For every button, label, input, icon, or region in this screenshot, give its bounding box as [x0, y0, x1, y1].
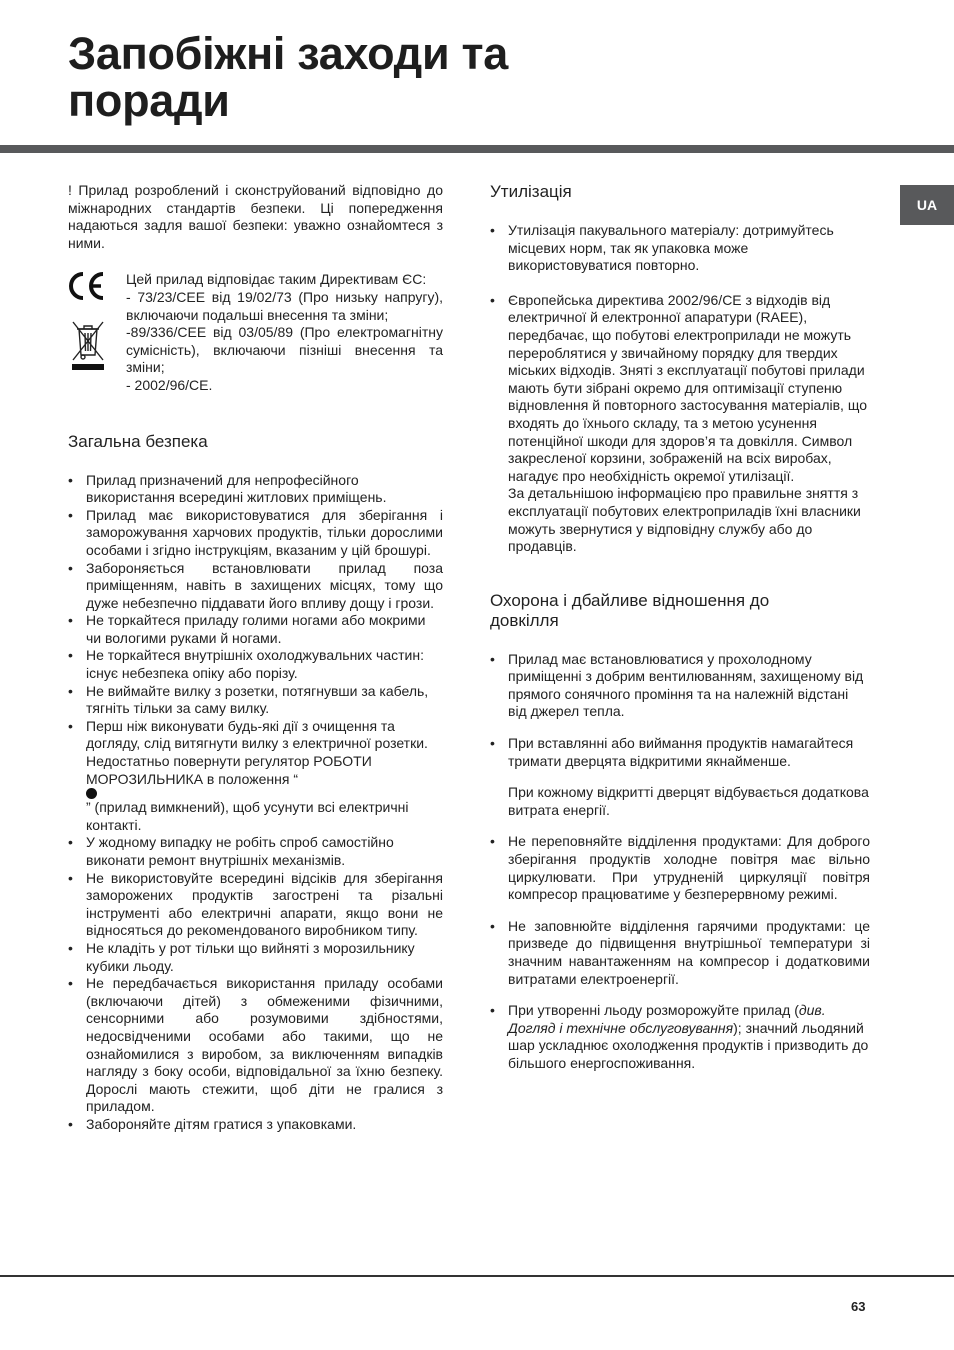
environment-list: [490, 651, 870, 1073]
list-item-text: Перш ніж виконувати будь-які дії з очищення та догляду, слід витягнути вилку з електричної розетки. Недостатньо повернути регулятор РОБОТИ МОРОЗИЛЬНИКА в положення “: [86, 717, 428, 787]
list-item: • Не передбачається використання приладу особами (включаючи дітей) з обмеженими фізичними, сенсорними або розумовими здібностями, недосвідченими особами або такими, що не ознайомилися з виробом, за виключенням випадків нагляду з боку особи, відповідальної за їхню безпеку. Дорослі мають стежити, щоб діти не гралися з приладом.: [68, 975, 443, 1116]
list-item: • Не кладіть у рот тільки що вийняті з морозильнику кубики льоду.: [68, 940, 443, 975]
list-item-text: При утворенні льоду розморожуйте прилад (: [508, 1002, 799, 1019]
header-divider: [0, 145, 954, 153]
list-item: • Прилад має використовуватися для зберігання і заморожування харчових продуктів, тільки дорослими особами і згідно інструкціям, вказаним у цій брошурі.: [68, 507, 443, 560]
list-item-text: ); значний льодяний шар ускладнює охолодження продуктів і призводить до більшого енергоспоживання.: [508, 1019, 869, 1071]
off-position-dot-icon: [86, 788, 97, 799]
page-title: [68, 30, 508, 124]
disposal-list: [490, 222, 870, 556]
section-heading-general-safety: Загальна безпека: [68, 431, 208, 451]
left-column: [68, 182, 443, 1134]
list-item: • Європейська директива 2002/96/CE з відходів від електричної й електронної апаратури (RAEE), передбачає, що побутові електроприлади не можуть перероблятися у звичайному порядку для твердих міських відходів. Зняті з експлуатації побутові прилади мають бути зібрані окремо для оптимізації ступеню відновлення й повторного застосування матеріалів, що входять до їхнього складу, та з метою усунення потенційної шкоди для здоров’я та довкілля. Символ закресленої корзини, зображеній на всіх виробах, нагадує про необхідність окремої утилізації. За детальнішою інформацією про правильне зняття з експлуатації побутових електроприладів їхні власники можуть звернутися у відповідну службу або до продавців.: [490, 292, 870, 556]
ce-mark-icon: [68, 271, 106, 301]
list-item: [490, 1002, 870, 1072]
certification-text: [126, 271, 443, 394]
directive-line: - 2002/96/CE.: [126, 376, 213, 393]
list-item: • Не заповнюйте відділення гарячими продуктами: це призведе до підвищення внутрішньої температури зі значним навантаженням на компресор і додатковими витратами електроенергії.: [490, 918, 870, 988]
section-heading-environment: Охорона і дбайливе відношення до довкілля: [490, 590, 770, 630]
list-item: • Утилізація пакувального матеріалу: дотримуйтесь місцевих норм, так як упаковка може використовуватися повторно.: [490, 222, 870, 275]
list-item: • Забороняйте дітям гратися з упаковками.: [68, 1116, 443, 1134]
directive-line: Цей прилад відповідає таким Директивам ЄС:: [126, 271, 427, 288]
page-title-line-1: Запобіжні заходи та: [68, 28, 508, 79]
language-tab: UA: [900, 185, 954, 225]
general-safety-list: [68, 472, 443, 1134]
list-item: • Забороняється встановлювати прилад поза приміщенням, навіть в захищених місцях, тому що дуже небезпечно піддавати його впливу дощу і грози.: [68, 560, 443, 613]
page-number: 63: [851, 1299, 866, 1314]
list-item: • При вставлянні або виймання продуктів намагайтеся тримати дверцята відкритими якнайменше. При кожному відкритті дверцят відбувається додаткова витрата енергії.: [490, 735, 870, 819]
list-item: • Не торкайтеся приладу голими ногами або мокрими чи вологими руками й ногами.: [68, 612, 443, 647]
page-title-line-2: поради: [68, 75, 230, 126]
intro-warning: ! Прилад розроблений і сконструйований відповідно до міжнародних стандартів безпеки. Ці попередження надаються задля вашої безпеки: уважно ознайомтеся з ними.: [68, 182, 443, 251]
certification-block: [68, 271, 443, 394]
list-item: • Прилад має встановлюватися у прохолодному приміщенні з добрим вентилюванням, захищеному від прямого сонячного проміння та на належній відстані від джерел тепла.: [490, 651, 870, 721]
disposal-note: За детальнішою інформацією про правильне зняття з експлуатації побутових електроприладів їхні власники можуть звернутися у відповідну службу або до продавців.: [508, 485, 861, 555]
list-item: • Не переповняйте відділення продуктами: Для доброго зберігання продуктів холодне повітря має вільно циркулювати. При утрудненій циркуляції повітря компресор працюватиме у безперервному режимі.: [490, 833, 870, 903]
cross-reference: див. Догляд і технічне обслуговування: [508, 1002, 826, 1036]
crossed-bin-icon: [70, 319, 106, 371]
list-item: • Не торкайтеся внутрішніх охолоджувальних частин: існує небезпека опіку або порізу.: [68, 647, 443, 682]
certification-icons: [68, 271, 126, 394]
list-item-note: При кожному відкритті дверцят відбувається додаткова витрата енергії.: [508, 784, 869, 818]
directive-line: -89/336/CEE від 03/05/89 (Про електромагнітну сумісність), включаючи пізніші внесення та зміни;: [126, 324, 443, 376]
list-item-text: ” (прилад вимкнений), щоб усунути всі електричні контакті.: [86, 799, 409, 833]
list-item: • Не виймайте вилку з розетки, потягнувши за кабель, тягніть тільки за саму вилку.: [68, 683, 443, 718]
list-item: • Не використовуйте всередині відсіків для зберігання заморожених продуктів загострені та різальні інструменті або електричні апарати, якщо вони не відносяться до рекомендованого виробником типу.: [68, 870, 443, 940]
list-item: • Прилад призначений для непрофесійного використання всередині житлових приміщень.: [68, 472, 443, 507]
footer-divider: [0, 1275, 954, 1277]
list-item: • У жодному випадку не робіть спроб самостійно виконати ремонт внутрішніх механізмів.: [68, 834, 443, 869]
section-heading-disposal: Утилізація: [490, 182, 572, 201]
directive-line: - 73/23/CEE від 19/02/73 (Про низьку напругу), включаючи подальші внесення та зміни;: [126, 288, 443, 323]
list-item: [68, 718, 443, 835]
right-column: [490, 182, 870, 1073]
